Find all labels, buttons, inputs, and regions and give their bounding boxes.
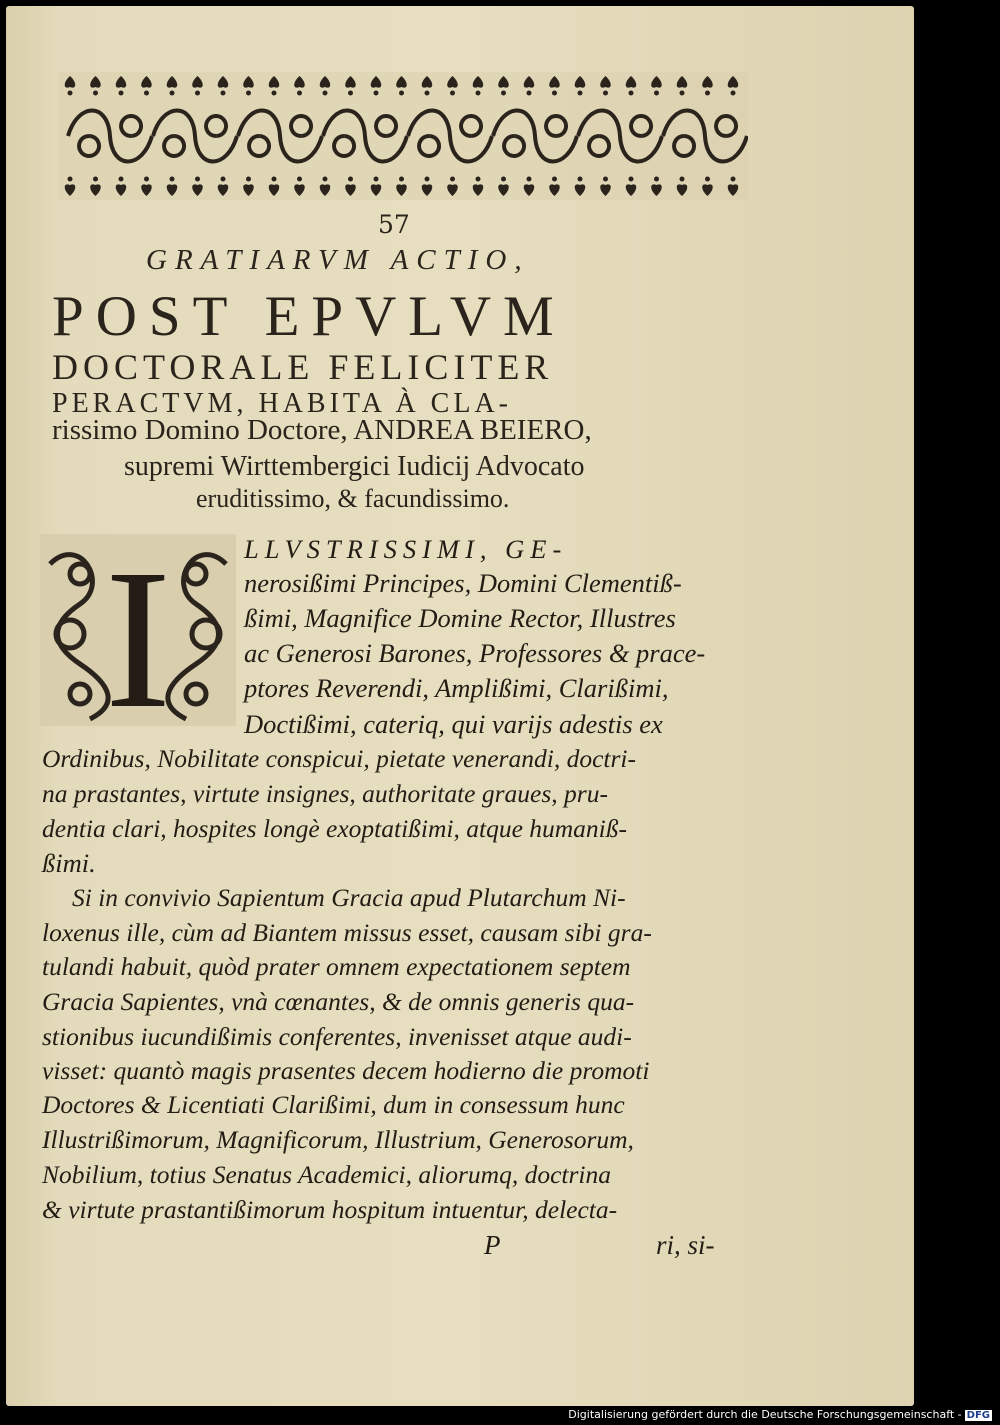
fleuron-dot: [170, 177, 175, 182]
text-line: visset: quantò magis prasentes decem hodierno die promoti: [42, 1056, 650, 1085]
dfg-logo: DFG: [966, 1410, 990, 1421]
text-line: Illustrißimorum, Magnificorum, Illustrium, Generosorum,: [42, 1125, 634, 1154]
fleuron-dot: [603, 177, 608, 182]
catchword: ri, si-: [656, 1230, 715, 1260]
fleuron-dot: [425, 91, 430, 96]
text-line: loxenus ille, cùm ad Biantem missus esset, causam sibi gra-: [42, 918, 652, 947]
fleuron-dot: [552, 91, 557, 96]
fleuron-dot: [119, 91, 124, 96]
fleuron-dot: [476, 91, 481, 96]
fleuron-dot: [450, 91, 455, 96]
title-line-5: rissimo Domino Doctore, ANDREA BEIERO,: [52, 414, 592, 446]
fleuron-dot: [527, 91, 532, 96]
fleuron-dot: [603, 91, 608, 96]
text-line: ac Generosi Barones, Professores & prace-: [244, 638, 706, 668]
fleuron-dot: [272, 177, 277, 182]
fleuron-dot: [297, 91, 302, 96]
fleuron-dot: [246, 177, 251, 182]
fleuron-dot: [221, 91, 226, 96]
signature-mark: P: [484, 1230, 501, 1260]
fleuron-dot: [246, 91, 251, 96]
fleuron-dot: [629, 91, 634, 96]
fleuron-dot: [578, 91, 583, 96]
fleuron-dot: [374, 177, 379, 182]
fleuron-dot: [629, 177, 634, 182]
fleuron-dot: [705, 177, 710, 182]
text-line: nerosißimi Principes, Domini Clementiß-: [244, 568, 682, 598]
fleuron-dot: [374, 91, 379, 96]
page-number: 57: [378, 210, 410, 239]
fleuron-dot: [323, 91, 328, 96]
text-line: Nobilium, totius Senatus Academici, aliorumq, doctrina: [42, 1160, 612, 1189]
fleuron-dot: [93, 91, 98, 96]
fleuron-dot: [195, 177, 200, 182]
title-line-4: PERACTVM, HABITA À CLA-: [52, 388, 512, 419]
text-line: ßimi.: [42, 848, 96, 878]
fleuron-dot: [297, 177, 302, 182]
fleuron-dot: [705, 91, 710, 96]
dropcap-letter: I: [104, 534, 172, 726]
text-line: tulandi habuit, quòd prater omnem expectationem septem: [42, 952, 631, 981]
text-line: LLVSTRISSIMI, GE-: [244, 534, 568, 564]
fleuron-dot: [399, 91, 404, 96]
fleuron-dot: [680, 177, 685, 182]
fleuron-dot: [527, 177, 532, 182]
fleuron-dot: [170, 91, 175, 96]
fleuron-dot: [221, 177, 226, 182]
fleuron-dot: [680, 91, 685, 96]
fleuron-dot: [195, 91, 200, 96]
fleuron-dot: [93, 177, 98, 182]
book-page: [6, 6, 914, 1406]
fleuron-dot: [272, 91, 277, 96]
fleuron-dot: [731, 91, 736, 96]
text-line: stionibus iucundißimis conferentes, invenisset atque audi-: [42, 1022, 632, 1051]
fleuron-dot: [501, 91, 506, 96]
fleuron-dot: [476, 177, 481, 182]
text-line: ßimi, Magnifice Domine Rector, Illustres: [244, 603, 676, 633]
fleuron-dot: [348, 91, 353, 96]
text-line: Doctores & Licentiati Clarißimi, dum in consessum hunc: [42, 1090, 625, 1119]
fleuron-dot: [450, 177, 455, 182]
fleuron-dot: [425, 177, 430, 182]
digitization-footer: [568, 1408, 992, 1421]
decorated-initial-i: [40, 534, 236, 726]
title-line-6: supremi Wirttembergici Iudicij Advocato: [124, 451, 585, 482]
text-line: Si in convivio Sapientum Gracia apud Plutarchum Ni-: [72, 883, 626, 912]
text-line: Doctißimi, cateriq, qui varijs adestis ex: [244, 709, 663, 739]
title-line-3: DOCTORALE FELICITER: [52, 347, 554, 387]
footer-text: Digitalisierung gefördert durch die Deutsche Forschungsgemeinschaft -: [568, 1408, 962, 1421]
fleuron-dot: [501, 177, 506, 182]
fleuron-dot: [654, 91, 659, 96]
title-line-1: GRATIARVM ACTIO,: [146, 244, 530, 276]
fleuron-dot: [323, 177, 328, 182]
text-line: ptores Reverendi, Amplißimi, Clarißimi,: [244, 673, 669, 703]
fleuron-dot: [654, 177, 659, 182]
text-line: na prastantes, virtute insignes, authoritate graues, pru-: [42, 779, 608, 808]
text-line: Ordinibus, Nobilitate conspicui, pietate venerandi, doctri-: [42, 744, 636, 773]
fleuron-dot: [578, 177, 583, 182]
fleuron-dot: [731, 177, 736, 182]
text-line: & virtute prastantißimorum hospitum intuentur, delecta-: [42, 1195, 618, 1224]
title-line-7: eruditissimo, & facundissimo.: [196, 484, 510, 513]
fleuron-dot: [68, 177, 73, 182]
fleuron-dot: [348, 177, 353, 182]
fleuron-dot: [552, 177, 557, 182]
fleuron-dot: [399, 177, 404, 182]
fleuron-dot: [144, 91, 149, 96]
ornamental-headpiece: [58, 72, 748, 200]
text-line: Gracia Sapientes, vnà cœnantes, & de omnis generis qua-: [42, 987, 635, 1016]
title-line-2: POST EPVLVM: [52, 285, 566, 348]
fleuron-dot: [119, 177, 124, 182]
text-line: dentia clari, hospites longè exoptatißimi, atque humaniß-: [42, 814, 628, 843]
fleuron-dot: [68, 91, 73, 96]
fleuron-dot: [144, 177, 149, 182]
